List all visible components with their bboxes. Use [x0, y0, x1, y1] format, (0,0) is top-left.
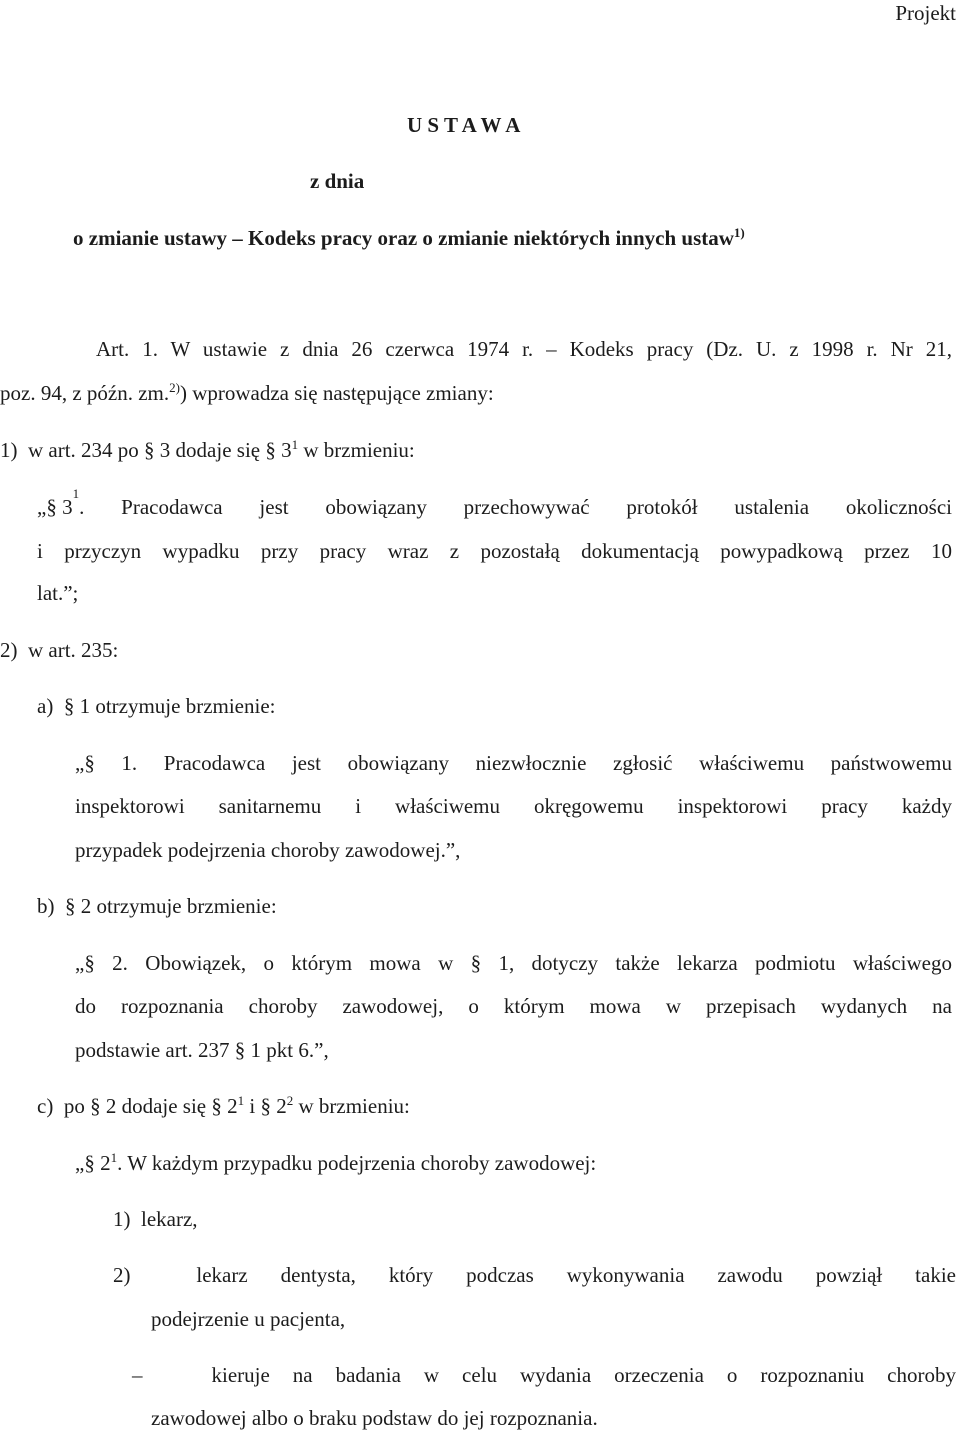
art1-line2-b: ) wprowadza się następujące zmiany: [179, 381, 494, 405]
item1-quote-line1 [37, 486, 952, 520]
item2c-label [37, 1093, 410, 1119]
item2a-line1 [75, 750, 952, 776]
art1-line1-text: Art. 1. W ustawie z dnia 26 czerwca 1974 r. – Kodeks pracy (Dz. U. z 1998 r. Nr 21, [96, 337, 952, 361]
item1-quote-line2 [37, 538, 952, 564]
item2b-line2 [75, 993, 952, 1019]
act-subject-text: o zmianie ustawy – Kodeks pracy oraz o zmianie niektórych innych ustaw [73, 226, 734, 250]
act-subject-footnote: 1) [733, 225, 745, 240]
item1-quote-line3: lat.”; [37, 581, 79, 605]
act-title: U S T A W A [407, 113, 521, 137]
item2b-line1-text: „§ 2. Obowiązek, o którym mowa w § 1, dotyczy także lekarza podmiotu właściwego [75, 951, 952, 975]
item1-quote-a: „§ 3 [37, 495, 73, 519]
item2b-line2-text: do rozpoznania choroby zawodowej, o którym mowa w przepisach wydanych na [75, 994, 952, 1018]
item1-sup: 1 [291, 437, 299, 452]
item1-text-b: w brzmieniu: [298, 438, 415, 462]
item2a-line2-text: inspektorowi sanitarnemu i właściwemu okręgowemu inspektorowi pracy każdy [75, 794, 952, 818]
item2c-quote-a: „§ 2 [75, 1151, 111, 1175]
item2c-quote-sup: 1 [110, 1150, 118, 1165]
item2-label: 2) w art. 235: [0, 638, 119, 662]
item2b-line1 [75, 950, 952, 976]
item2c-sup2: 2 [286, 1093, 294, 1108]
item2c-label-b: i § 2 [244, 1094, 287, 1118]
item2c-label-a: c) po § 2 dodaje się § 2 [37, 1094, 238, 1118]
art1-line2-a: poz. 94, z późn. zm. [0, 381, 170, 405]
item2c-dash-line2: zawodowej albo o braku podstaw do jej rozpoznania. [151, 1406, 598, 1430]
item1-quote-line2-text: i przyczyn wypadku przy pracy wraz z pozostałą dokumentacją powypadkową przez 10 [37, 539, 952, 563]
item2c-point2-line1-text: 2) lekarz dentysta, który podczas wykonywania zawodu powziął takie [113, 1263, 956, 1287]
item2c-point2-line2: podejrzenie u pacjenta, [151, 1307, 346, 1331]
act-date: z dnia [310, 169, 365, 193]
item2c-point2-line1 [113, 1262, 956, 1288]
item2c-sup1: 1 [237, 1093, 245, 1108]
item2a-label: a) § 1 otrzymuje brzmienie: [37, 694, 276, 718]
item2c-point1: 1) lekarz, [113, 1207, 198, 1231]
item2b-label: b) § 2 otrzymuje brzmienie: [37, 894, 277, 918]
item1-quote-sup: 1 [72, 486, 80, 501]
art1-footnote: 2) [169, 380, 180, 395]
art1-line2 [0, 380, 494, 406]
item2a-line2 [75, 793, 952, 819]
item2a-line1-text: „§ 1. Pracodawca jest obowiązany niezwłocznie zgłosić właściwemu państwowemu [75, 751, 952, 775]
item1-label [0, 437, 415, 463]
item1-quote-b: . Pracodawca jest obowiązany przechowywać protokół ustalenia okoliczności [79, 495, 952, 519]
projekt-label: Projekt [895, 1, 956, 25]
act-subject [73, 225, 745, 251]
item2c-quote-b: . W każdym przypadku podejrzenia choroby zawodowej: [117, 1151, 597, 1175]
item2b-line3: podstawie art. 237 § 1 pkt 6.”, [75, 1038, 329, 1062]
item2c-label-c: w brzmieniu: [293, 1094, 410, 1118]
item2c-dash-line1 [132, 1362, 956, 1388]
art1-line1 [96, 336, 952, 362]
item1-text-a: 1) w art. 234 po § 3 dodaje się § 3 [0, 438, 292, 462]
item2c-dash-line1-text: – kieruje na badania w celu wydania orzeczenia o rozpoznaniu choroby [132, 1363, 956, 1387]
item2a-line3: przypadek podejrzenia choroby zawodowej.”, [75, 838, 461, 862]
item2c-quote [75, 1150, 596, 1176]
